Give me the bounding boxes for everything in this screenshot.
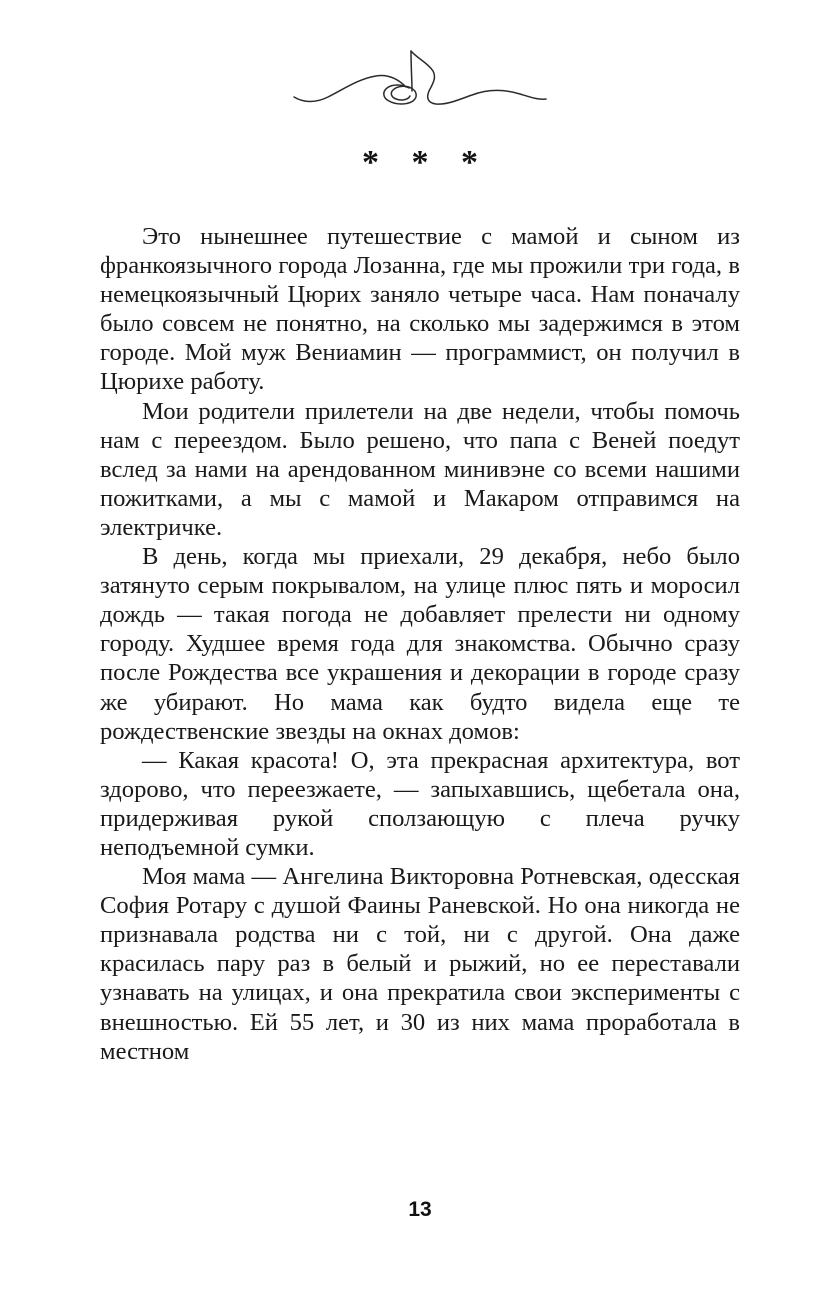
paragraph: Это нынешнее путешествие с мамой и сыном из франкоязычного города Лозанна, где мы прожили три года, в немецкоязычный Цюрих заняло четыре часа. Нам поначалу было совсем не понятно, на сколько мы задержимся в этом городе. Мой муж Вениамин — программист, он получил в Цюрихе работу. (100, 223, 740, 396)
section-divider: * * * (362, 144, 490, 181)
paragraph: Мои родители прилетели на две недели, чтобы помочь нам с переездом. Было решено, что папа с Веней поедут вслед за нами на арендованном минивэне со всеми нашими пожитками, а мы с мамой и Макаром отправимся на электричке. (100, 397, 740, 541)
music-note-flourish-icon (290, 41, 550, 121)
ornament-flourish (0, 38, 840, 124)
paragraph: Моя мама — Ангелина Викторовна Ротневская, одесская София Ротару с душой Фаины Раневской. Но она никогда не признавала родства ни с той, ни с другой. Она даже красилась пару раз в белый и рыжий, но ее переставали узнавать на улицах, и она прекратила свои эксперименты с внешностью. Ей 55 лет, и 30 из них мама проработала в местном (100, 863, 740, 1065)
page-number: 13 (408, 1198, 432, 1221)
paragraph: В день, когда мы приехали, 29 декабря, небо было затянуто серым покрывалом, на улице плюс пять и моросил дождь — такая погода не добавляет прелести ни одному городу. Худшее время года для знакомства. Обычно сразу после Рождества все украшения и декорации в городе сразу же убирают. Но мама как будто видела еще те рождественские звезды на окнах домов: (100, 543, 740, 745)
body-text (100, 222, 740, 1066)
paragraph-dialogue: — Какая красота! О, эта прекрасная архитектура, вот здорово, что переезжаете, — запыхавшись, щебетала она, придерживая рукой сползающую с плеча ручку неподъемной сумки. (100, 746, 740, 861)
